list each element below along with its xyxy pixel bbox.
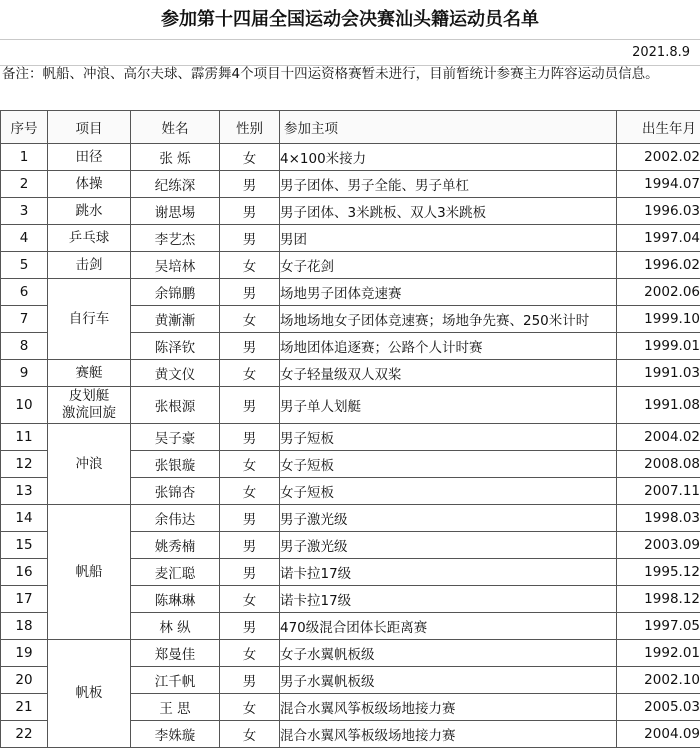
cell-name: 江千帆 xyxy=(131,667,220,694)
table-row xyxy=(1,171,700,198)
cell-birth: 1997.04 xyxy=(617,225,700,252)
cell-number: 5 xyxy=(1,252,48,279)
table-row xyxy=(1,144,700,171)
cell-name: 谢思埸 xyxy=(131,198,220,225)
cell-number: 7 xyxy=(1,306,48,333)
table-row xyxy=(1,225,700,252)
cell-name: 陈泽钦 xyxy=(131,333,220,360)
cell-gender: 女 xyxy=(220,306,280,333)
cell-birth: 2005.03 xyxy=(617,694,700,721)
header-name: 姓名 xyxy=(131,111,220,144)
cell-birth: 1992.01 xyxy=(617,640,700,667)
cell-event: 男子团体、男子全能、男子单杠 xyxy=(280,171,617,198)
cell-number: 9 xyxy=(1,360,48,387)
cell-name: 吴子豪 xyxy=(131,424,220,451)
cell-gender: 男 xyxy=(220,559,280,586)
cell-event: 男子激光级 xyxy=(280,532,617,559)
cell-birth: 2002.02 xyxy=(617,144,700,171)
cell-number: 22 xyxy=(1,721,48,748)
cell-gender: 女 xyxy=(220,694,280,721)
cell-number: 21 xyxy=(1,694,48,721)
cell-name: 林 纵 xyxy=(131,613,220,640)
cell-sport: 体操 xyxy=(48,171,131,198)
cell-name: 李姝璇 xyxy=(131,721,220,748)
cell-name: 王 思 xyxy=(131,694,220,721)
header-number: 序号 xyxy=(1,111,48,144)
cell-gender: 男 xyxy=(220,613,280,640)
cell-gender: 男 xyxy=(220,667,280,694)
cell-gender: 男 xyxy=(220,387,280,424)
cell-event: 男子团体、3米跳板、双人3米跳板 xyxy=(280,198,617,225)
cell-name: 李艺杰 xyxy=(131,225,220,252)
cell-gender: 男 xyxy=(220,424,280,451)
cell-birth: 2004.09 xyxy=(617,721,700,748)
cell-gender: 男 xyxy=(220,333,280,360)
cell-name: 姚秀楠 xyxy=(131,532,220,559)
cell-name: 余伟达 xyxy=(131,505,220,532)
cell-event: 470级混合团体长距离赛 xyxy=(280,613,617,640)
cell-gender: 男 xyxy=(220,505,280,532)
cell-event: 男子激光级 xyxy=(280,505,617,532)
cell-birth: 1991.03 xyxy=(617,360,700,387)
cell-birth: 2007.11 xyxy=(617,478,700,505)
cell-event: 混合水翼风筝板级场地接力赛 xyxy=(280,721,617,748)
note-text: 备注：帆船、冲浪、高尔夫球、霹雳舞4个项目十四运资格赛暂未进行，目前暂统计参赛主力阵容运动员信息。 xyxy=(2,66,696,83)
cell-name: 余锦鹏 xyxy=(131,279,220,306)
cell-gender: 男 xyxy=(220,171,280,198)
cell-gender: 女 xyxy=(220,252,280,279)
table-row xyxy=(1,198,700,225)
date-row xyxy=(0,40,700,66)
cell-sport: 赛艇 xyxy=(48,360,131,387)
table-row xyxy=(1,505,700,532)
cell-name: 麦汇聪 xyxy=(131,559,220,586)
cell-gender: 女 xyxy=(220,586,280,613)
cell-birth: 1991.08 xyxy=(617,387,700,424)
cell-event: 场地场地女子团体竞速赛；场地争先赛、250米计时 xyxy=(280,306,617,333)
cell-name: 陈琳琳 xyxy=(131,586,220,613)
table-row xyxy=(1,279,700,306)
cell-event: 女子短板 xyxy=(280,451,617,478)
cell-name: 张 烁 xyxy=(131,144,220,171)
cell-number: 12 xyxy=(1,451,48,478)
cell-number: 13 xyxy=(1,478,48,505)
cell-number: 15 xyxy=(1,532,48,559)
table-row xyxy=(1,387,700,424)
date-label: 2021.8.9 xyxy=(632,40,690,66)
cell-birth: 1999.01 xyxy=(617,333,700,360)
cell-name: 张锦杏 xyxy=(131,478,220,505)
cell-sport: 乒乓球 xyxy=(48,225,131,252)
cell-name: 黄文仪 xyxy=(131,360,220,387)
cell-event: 场地男子团体竞速赛 xyxy=(280,279,617,306)
cell-birth: 1995.12 xyxy=(617,559,700,586)
cell-birth: 1996.02 xyxy=(617,252,700,279)
cell-birth: 1999.10 xyxy=(617,306,700,333)
cell-number: 11 xyxy=(1,424,48,451)
page-title: 参加第十四届全国运动会决赛汕头籍运动员名单 xyxy=(0,0,700,40)
cell-sport: 跳水 xyxy=(48,198,131,225)
cell-event: 男子短板 xyxy=(280,424,617,451)
cell-birth: 2008.08 xyxy=(617,451,700,478)
cell-name: 张银璇 xyxy=(131,451,220,478)
table-row xyxy=(1,360,700,387)
table-row xyxy=(1,424,700,451)
cell-birth: 2002.10 xyxy=(617,667,700,694)
table-row xyxy=(1,252,700,279)
cell-birth: 2002.06 xyxy=(617,279,700,306)
cell-event: 4×100米接力 xyxy=(280,144,617,171)
cell-number: 14 xyxy=(1,505,48,532)
cell-event: 女子短板 xyxy=(280,478,617,505)
cell-number: 17 xyxy=(1,586,48,613)
cell-sport: 冲浪 xyxy=(48,424,131,505)
cell-event: 诺卡拉17级 xyxy=(280,586,617,613)
header-sport: 项目 xyxy=(48,111,131,144)
cell-number: 16 xyxy=(1,559,48,586)
cell-gender: 女 xyxy=(220,640,280,667)
cell-birth: 2004.02 xyxy=(617,424,700,451)
cell-name: 纪练深 xyxy=(131,171,220,198)
table-body xyxy=(1,144,700,748)
cell-gender: 男 xyxy=(220,279,280,306)
table-row xyxy=(1,640,700,667)
cell-sport: 击剑 xyxy=(48,252,131,279)
cell-number: 3 xyxy=(1,198,48,225)
cell-birth: 1996.03 xyxy=(617,198,700,225)
cell-birth: 2003.09 xyxy=(617,532,700,559)
header-event: 参加主项 xyxy=(280,111,617,144)
cell-number: 10 xyxy=(1,387,48,424)
cell-name: 吴培林 xyxy=(131,252,220,279)
cell-gender: 男 xyxy=(220,532,280,559)
cell-event: 场地团体追逐赛；公路个人计时赛 xyxy=(280,333,617,360)
header-gender: 性别 xyxy=(220,111,280,144)
cell-sport: 田径 xyxy=(48,144,131,171)
cell-number: 2 xyxy=(1,171,48,198)
cell-number: 20 xyxy=(1,667,48,694)
cell-event: 女子轻量级双人双桨 xyxy=(280,360,617,387)
header-row xyxy=(1,111,700,144)
header-birth: 出生年月 xyxy=(617,111,700,144)
cell-birth: 1998.12 xyxy=(617,586,700,613)
cell-event: 女子水翼帆板级 xyxy=(280,640,617,667)
cell-number: 4 xyxy=(1,225,48,252)
cell-gender: 女 xyxy=(220,451,280,478)
cell-number: 8 xyxy=(1,333,48,360)
cell-sport: 自行车 xyxy=(48,279,131,360)
cell-gender: 女 xyxy=(220,721,280,748)
cell-name: 黄漸漸 xyxy=(131,306,220,333)
cell-event: 女子花剑 xyxy=(280,252,617,279)
cell-number: 18 xyxy=(1,613,48,640)
cell-gender: 男 xyxy=(220,198,280,225)
cell-birth: 1998.03 xyxy=(617,505,700,532)
cell-gender: 女 xyxy=(220,360,280,387)
cell-birth: 1994.07 xyxy=(617,171,700,198)
cell-name: 郑曼佳 xyxy=(131,640,220,667)
cell-gender: 女 xyxy=(220,478,280,505)
cell-event: 男团 xyxy=(280,225,617,252)
cell-sport: 皮划艇 激流回旋 xyxy=(48,387,131,424)
cell-gender: 男 xyxy=(220,225,280,252)
athlete-table xyxy=(0,110,700,748)
cell-event: 男子水翼帆板级 xyxy=(280,667,617,694)
cell-number: 1 xyxy=(1,144,48,171)
cell-event: 混合水翼风筝板级场地接力赛 xyxy=(280,694,617,721)
cell-name: 张根源 xyxy=(131,387,220,424)
cell-sport: 帆船 xyxy=(48,505,131,640)
cell-birth: 1997.05 xyxy=(617,613,700,640)
cell-event: 男子单人划艇 xyxy=(280,387,617,424)
cell-number: 6 xyxy=(1,279,48,306)
cell-event: 诺卡拉17级 xyxy=(280,559,617,586)
cell-gender: 女 xyxy=(220,144,280,171)
cell-sport: 帆板 xyxy=(48,640,131,748)
cell-number: 19 xyxy=(1,640,48,667)
